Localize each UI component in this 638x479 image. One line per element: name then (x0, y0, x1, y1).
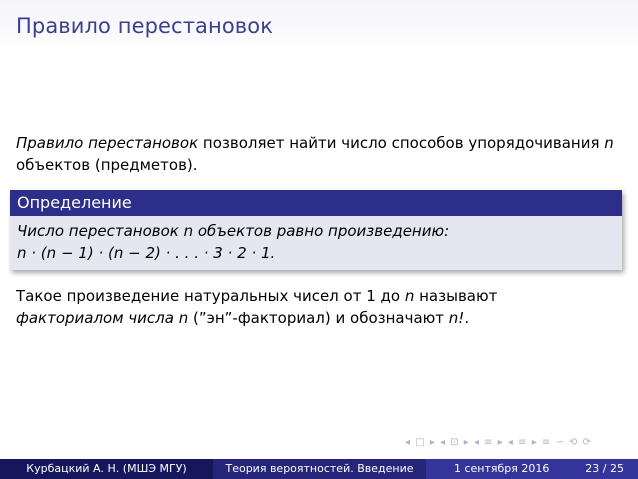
intro-text-end: объектов (предметов). (16, 156, 198, 174)
intro-text: позволяет найти число способов упорядочивания (198, 134, 605, 152)
definition-statement: Число перестановок n объектов равно произведению: (17, 222, 450, 240)
definition-block (10, 190, 622, 270)
footer-page-number: 23 / 25 (585, 462, 624, 475)
definition-header: Определение (10, 190, 622, 216)
definition-formula: n · (n − 1) · (n − 2) · . . . · 3 · 2 · 1. (17, 244, 276, 262)
intro-paragraph (16, 132, 616, 176)
intro-var: n (604, 134, 614, 152)
conclusion-notation: n! (448, 309, 465, 327)
footer-title: Теория вероятностей. Введение (213, 459, 426, 479)
definition-line-1 (17, 220, 615, 242)
footer-author: Курбацкий А. Н. (МШЭ МГУ) (0, 459, 213, 479)
frame-title: Правило перестановок (16, 14, 273, 38)
conclusion-term: факториалом числа n (16, 309, 189, 327)
definition-body (10, 216, 622, 270)
intro-term: Правило перестановок (16, 134, 199, 152)
definition-line-2 (17, 242, 615, 264)
conclusion-text-2: называют (414, 287, 498, 305)
conclusion-text-3: (”эн”-факториал) и обозначают (188, 309, 449, 327)
footer-date-page (426, 459, 638, 479)
footer-date: 1 сентября 2016 (454, 462, 550, 475)
conclusion-text-4: . (464, 309, 470, 327)
footer-bar (0, 459, 638, 479)
conclusion-var: n (404, 287, 415, 305)
beamer-navigation-icons[interactable]: ◂ □ ▸ ◂ ⊡ ▸ ◂ ≡ ▸ ◂ ≡ ▸ ≡ ∽ ⟲ ⟳ (405, 437, 592, 448)
conclusion-text-1: Такое произведение натуральных чисел от 1 до (16, 287, 405, 305)
conclusion-paragraph (16, 285, 616, 329)
frame-title-bar (0, 0, 638, 56)
